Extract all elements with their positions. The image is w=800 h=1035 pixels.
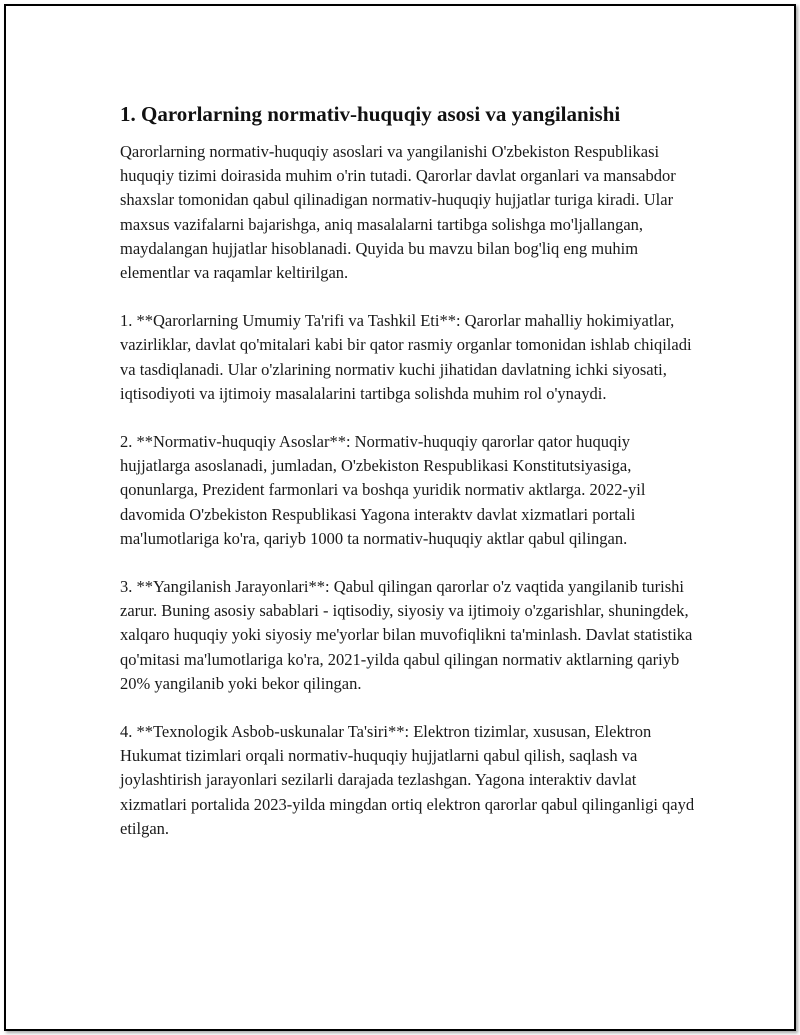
list-item-4: 4. **Texnologik Asbob-uskunalar Ta'siri**: Elektron tizimlar, xususan, Elektron Hukumat tizimlari orqali normativ-huquqiy hujjatlarni qabul qilish, saqlash va joylashtirish jarayonlari sezilarli darajada tezlashgan. Yagona interaktiv davlat xizmatlari portalida 2023-yilda mingdan ortiq elektron qarorlar qabul qilinganligi qayd etilgan. — [120, 722, 695, 838]
list-item-3: 3. **Yangilanish Jarayonlari**: Qabul qilingan qarorlar o'z vaqtida yangilanib turishi zarur. Buning asosiy sabablari - iqtisodiy, siyosiy va ijtimoiy o'zgarishlar, shuningdek, xalqaro huquqiy yoki siyosiy me'yorlar bilan muvofiqlikni ta'minlash. Davlat statistika qo'mitasi ma'lumotlariga ko'ra, 2021-yilda qabul qilingan normativ aktlarning qariyb 20% yangilanib yoki bekor qilingan. — [120, 577, 693, 693]
document-page — [4, 4, 796, 1031]
list-item-2: 2. **Normativ-huquqiy Asoslar**: Normativ-huquqiy qarorlar qator huquqiy hujjatlarga asoslanadi, jumladan, O'zbekiston Respublikasi Konstitutsiyasiga, qonunlarga, Prezident farmonlari va boshqa yuridik normativ aktlarga. 2022-yil davomida O'zbekiston Respublikasi Yagona interaktv davlat xizmatlari portali ma'lumotlariga ko'ra, qariyb 1000 ta normativ-huquqiy aktlar qabul qilingan. — [120, 432, 646, 548]
section-heading: 1. Qarorlarning normativ-huquqiy asosi va yangilanishi — [120, 102, 621, 126]
intro-paragraph: Qarorlarning normativ-huquqiy asoslari va yangilanishi O'zbekiston Respublikasi huquqiy tizimi doirasida muhim o'rin tutadi. Qarorlar davlat organlari va mansabdor shaxslar tomonidan qabul qilinadigan normativ-huquqiy hujjatlar turiga kiradi. Ular maxsus vazifalarni bajarishga, aniq masalalarni tartibga solishga mo'ljallangan, maydalangan hujjatlar hisoblanadi. Quyida bu mavzu bilan bog'liq eng muhim elementlar va raqamlar keltirilgan. — [120, 142, 676, 283]
list-item-1: 1. **Qarorlarning Umumiy Ta'rifi va Tashkil Eti**: Qarorlar mahalliy hokimiyatlar, vazirliklar, davlat qo'mitalari kabi bir qator rasmiy organlar tomonidan ishlab chiqiladi va tasdiqlanadi. Ular o'zlarining normativ kuchi jihatidan davlatning ichki siyosati, iqtisodiyoti va ijtimoiy masalalarini tartibga solishda muhim rol o'ynaydi. — [120, 311, 692, 403]
document-body — [120, 100, 700, 865]
